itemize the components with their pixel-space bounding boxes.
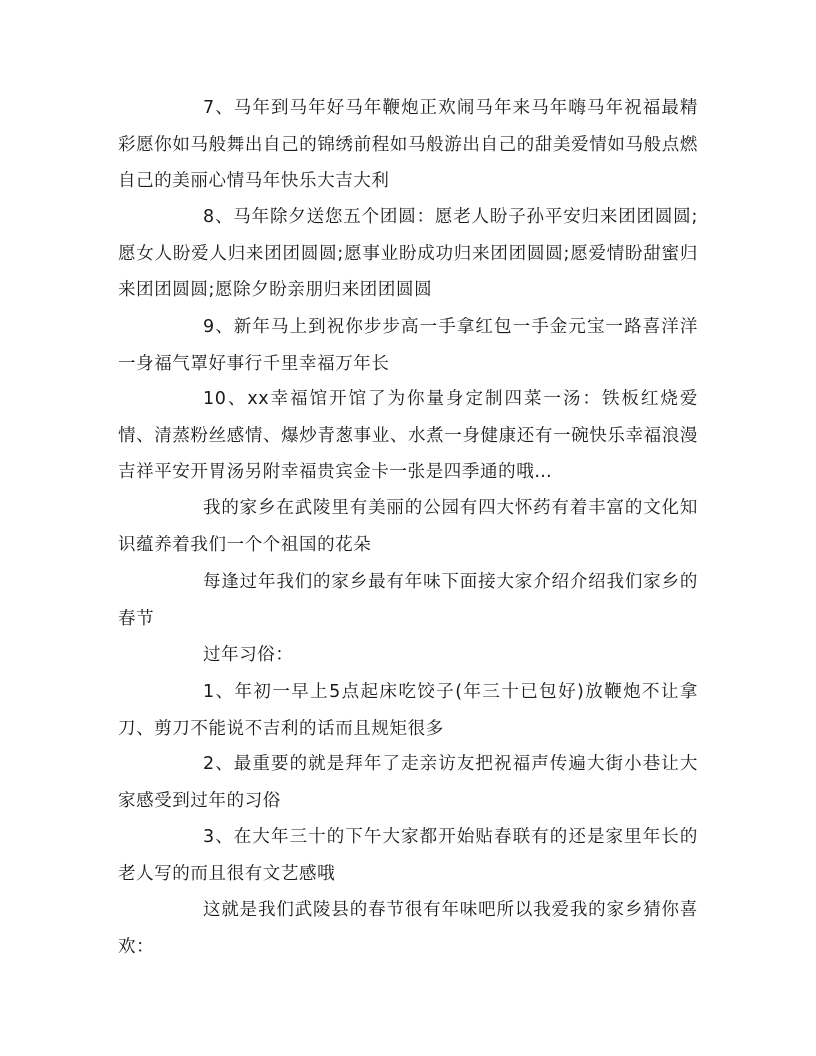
paragraph-5: 我的家乡在武陵里有美丽的公园有四大怀药有着丰富的文化知识蕴养着我们一个个祖国的花朵 <box>118 498 698 555</box>
paragraph-6: 每逢过年我们的家乡最有年味下面接大家介绍介绍我们家乡的春节 <box>118 572 698 629</box>
paragraph-4: 10、xx幸福馆开馆了为你量身定制四菜一汤：铁板红烧爱情、清蒸粉丝感情、爆炒青葱事业、水煮一身健康还有一碗快乐幸福浪漫吉祥平安开胃汤另附幸福贵宾金卡一张是四季通的哦… <box>118 389 698 482</box>
paragraph-10: 3、在大年三十的下午大家都开始贴春联有的还是家里年长的老人写的而且很有文艺感哦 <box>118 827 698 884</box>
paragraph-2: 8、马年除夕送您五个团圆：愿老人盼子孙平安归来团团圆圆;愿女人盼爱人归来团团圆圆;愿事业盼成功归来团团圆圆;愿爱情盼甜蜜归来团团圆圆;愿除夕盼亲朋归来团团圆圆 <box>118 207 698 300</box>
paragraph-7: 过年习俗： <box>203 645 294 665</box>
paragraph-11: 这就是我们武陵县的春节很有年味吧所以我爱我的家乡猜你喜欢： <box>118 900 698 957</box>
paragraph-3: 9、新年马上到祝你步步高一手拿红包一手金元宝一路喜洋洋一身福气罩好事行千里幸福万年长 <box>118 317 698 374</box>
paragraph-9: 2、最重要的就是拜年了走亲访友把祝福声传遍大街小巷让大家感受到过年的习俗 <box>118 754 698 811</box>
paragraph-8: 1、年初一早上5点起床吃饺子(年三十已包好)放鞭炮不让拿刀、剪刀不能说不吉利的话而且规矩很多 <box>118 682 698 739</box>
paragraph-1: 7、马年到马年好马年鞭炮正欢闹马年来马年嗨马年祝福最精彩愿你如马般舞出自己的锦绣前程如马般游出自己的甜美爱情如马般点燃自己的美丽心情马年快乐大吉大利 <box>118 98 698 191</box>
